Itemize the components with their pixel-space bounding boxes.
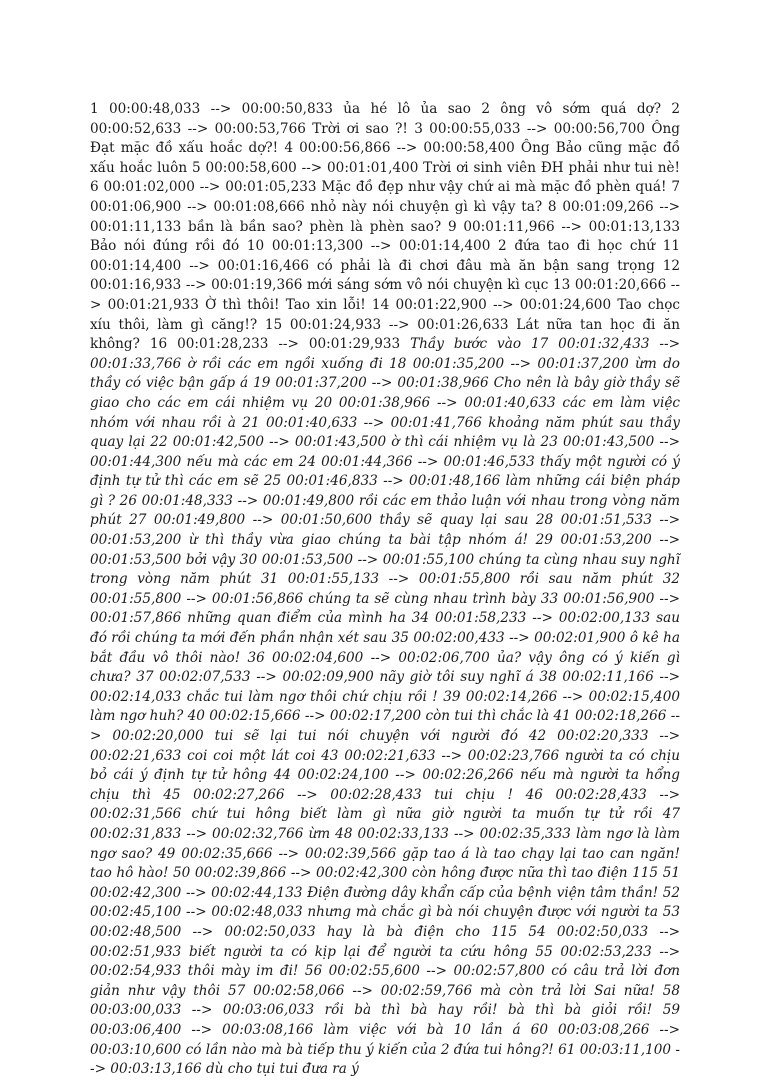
subtitle-transcript-text [90,100,680,1080]
transcript-italic-text: Thầy bước vào 17 00:01:32,433 --> 00:01:33,766 ờ rồi các em ngồi xuống đi 18 00:01:35,200 --> 00:01:37,200 ừm do thầy có việc bận gấp á 19 00:01:37,200 --> 00:01:38,966 Cho nên là bây giờ thầy sẽ giao cho các em cái nhiệm vụ 20 00:01:38,966 --> 00:01:40,633 các em làm việc nhóm với nhau rồi à 21 00:01:40,633 --> 00:01:41,766 khoảng năm phút sau thầy quay lại 22 00:01:42,500 --> 00:01:43,500 ờ thì cái nhiệm vụ là 23 00:01:43,500 --> 00:01:44,300 nếu mà các em 24 00:01:44,366 --> 00:01:46,533 thấy một người có ý định tự tử thì các em sẽ 25 00:01:46,833 --> 00:01:48,166 làm những cái biện pháp gì ? 26 00:01:48,333 --> 00:01:49,800 rồi các em thảo luận với nhau trong vòng năm phút 27 00:01:49,800 --> 00:01:50,600 thầy sẽ quay lại sau 28 00:01:51,533 --> 00:01:53,200 ừ thì thầy vừa giao chúng ta bài tập nhóm á! 29 00:01:53,200 --> 00:01:53,500 bởi vậy 30 00:01:53,500 --> 00:01:55,100 chúng ta cùng nhau suy nghĩ trong vòng năm phút 31 00:01:55,133 --> 00:01:55,800 rồi sau năm phút 32 00:01:55,800 --> 00:01:56,866 chúng ta sẽ cùng nhau trình bày 33 00:01:56,900 --> 00:01:57,866 những quan điểm của mình ha 34 00:01:58,233 --> 00:02:00,133 sau đó rồi chúng ta mới đến phần nhận xét sau 35 00:02:00,433 --> 00:02:01,900 ô kê ha bắt đầu vô thôi nào! 36 00:02:04,600 --> 00:02:06,700 ủa? vậy ông có ý kiến gì chưa? 37 00:02:07,533 --> 00:02:09,900 nãy giờ tôi suy nghĩ á 38 00:02:11,166 --> 00:02:14,033 chắc tui làm ngơ thôi chứ chịu rồi ! 39 00:02:14,266 --> 00:02:15,400 làm ngơ huh? 40 00:02:15,666 --> 00:02:17,200 còn tui thì chắc là 41 00:02:18,266 --> 00:02:20,000 tui sẽ lại tui nói chuyện với người đó 42 00:02:20,333 --> 00:02:21,633 coi coi một lát coi 43 00:02:21,633 --> 00:02:23,766 người ta có chịu bỏ cái ý định tự tử hông 44 00:02:24,100 --> 00:02:26,266 nếu mà người ta hổng chịu thì 45 00:02:27,266 --> 00:02:28,433 tui chịu ! 46 00:02:28,433 --> 00:02:31,566 chứ tui hông biết làm gì nữa giờ người ta muốn tự tử rồi 47 00:02:31,833 --> 00:02:32,766 ừm 48 00:02:33,133 --> 00:02:35,333 làm ngơ là làm ngơ sao? 49 00:02:35,666 --> 00:02:39,566 gặp tao á là tao chạy lại tao can ngăn! tao hô hào! 50 00:02:39,866 --> 00:02:42,300 còn hông được nữa thì tao điện 115 51 00:02:42,300 --> 00:02:44,133 Điện đường dây khẩn cấp của bệnh viện tâm thần! 52 00:02:45,100 --> 00:02:48,033 nhưng mà chắc gì bà nói chuyện được với người ta 53 00:02:48,500 --> 00:02:50,033 hay là bà điện cho 115 54 00:02:50,033 --> 00:02:51,933 biết người ta có kịp lại để người ta cứu hông 55 00:02:53,233 --> 00:02:54,933 thôi mày im đi! 56 00:02:55,600 --> 00:02:57,800 có câu trả lời đơn giản như vậy thôi 57 00:02:58,066 --> 00:02:59,766 mà còn trả lời Sai nữa! 58 00:03:00,033 --> 00:03:06,033 rồi bà thì bà hay rồi! bà thì bà giỏi rồi! 59 00:03:06,400 --> 00:03:08,166 làm việc với bà 10 lần á 60 00:03:08,266 --> 00:03:10,600 có lần nào mà bà tiếp thu ý kiến của 2 đứa tui hông?! 61 00:03:11,100 --> 00:03:13,166 dù cho tụi tui đưa ra ý [90,336,680,1078]
transcript-regular-text: 1 00:00:48,033 --> 00:00:50,833 ủa hé lô ủa sao 2 ông vô sớm quá dợ? 2 00:00:52,633 --> 00:00:53,766 Trời ơi sao ?! 3 00:00:55,033 --> 00:00:56,700 Ông Đạt mặc đồ xấu hoắc dợ?! 4 00:00:56,866 --> 00:00:58,400 Ông Bảo cũng mặc đồ xấu hoắc luôn 5 00:00:58,600 --> 00:01:01,400 Trời ơi sinh viên ĐH phải như tui nè! 6 00:01:02,000 --> 00:01:05,233 Mặc đồ đẹp như vậy chứ ai mà mặc đồ phèn quá! 7 00:01:06,900 --> 00:01:08,666 nhỏ này nói chuyện gì kì vậy ta? 8 00:01:09,266 --> 00:01:11,133 bần là bần sao? phèn là phèn sao? 9 00:01:11,966 --> 00:01:13,133 Bảo nói đúng rồi đó 10 00:01:13,300 --> 00:01:14,400 2 đứa tao đi học chứ 11 00:01:14,400 --> 00:01:16,466 có phải là đi chơi đâu mà ăn bận sang trọng 12 00:01:16,933 --> 00:01:19,366 mới sáng sớm vô nói chuyện kì cục 13 00:01:20,666 --> 00:01:21,933 Ờ thì thôi! Tao xin lỗi! 14 00:01:22,900 --> 00:01:24,600 Tao chọc xíu thôi, làm gì căng!? 15 00:01:24,933 --> 00:01:26,633 Lát nữa tan học đi ăn không? 16 00:01:28,233 --> 00:01:29,933 [90,101,680,353]
